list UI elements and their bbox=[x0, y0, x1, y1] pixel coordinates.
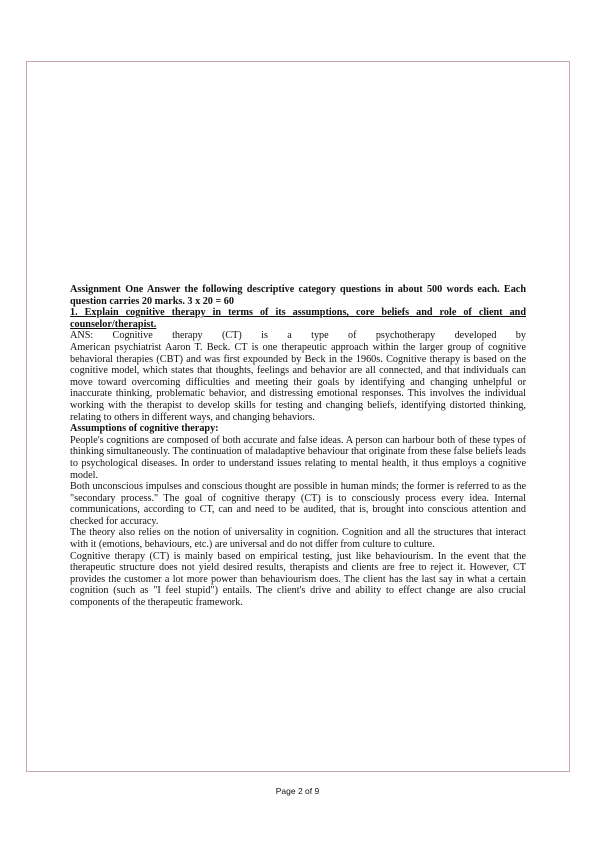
answer-paragraph: American psychiatrist Aaron T. Beck. CT is one therapeutic approach within the larger group of cognitive behavioral therapies (CBT) and was first expounded by Beck in the 1960s. Cognitive therapy is based on the cognitive model, which states that thoughts, feelings and behavior are all connected, and that individuals can move toward overcoming difficulties and meeting their goals by identifying and changing unhelpful or inaccurate thinking, problematic behavior, and distressing emotional responses. This involves the individual working with the therapist to develop skills for testing and changing beliefs, identifying distorted thinking, relating to others in different ways, and changing behaviors. bbox=[70, 341, 526, 423]
answer-first-line: ANS: Cognitive therapy (CT) is a type of psychotherapy developed by bbox=[70, 330, 526, 342]
assumptions-paragraph-3: The theory also relies on the notion of universality in cognition. Cognition and all the structures that interact with it (emotions, behaviours, etc.) are universal and do not differ from culture to culture. bbox=[70, 527, 526, 551]
assumptions-paragraph-1: People's cognitions are composed of both accurate and false ideas. A person can harbour both of these types of thinking simultaneously. The continuation of maladaptive behaviour that originate from these false beliefs leads to psychological diseases. In order to understand issues relating to mental health, it thus employs a cognitive model. bbox=[70, 434, 526, 481]
assumptions-heading: Assumptions of cognitive therapy: bbox=[70, 423, 219, 435]
page-number: Page 2 of 9 bbox=[275, 786, 320, 796]
question-1-heading: 1. Explain cognitive therapy in terms of its assumptions, core beliefs and role of client and counselor/therapist. bbox=[70, 307, 526, 330]
assignment-title: Assignment One Answer the following descriptive category questions in about 500 words each. Each question carries 20 marks. 3 x 20 = 60 bbox=[70, 284, 526, 307]
assumptions-paragraph-2: Both unconscious impulses and conscious thought are possible in human minds; the former is referred to as the "secondary process." The goal of cognitive therapy (CT) is to consciously process every idea. Internal communications, according to CT, can and need to be audited, that is, brought into conscious attention and checked for accuracy. bbox=[70, 481, 526, 527]
assumptions-paragraph-4: Cognitive therapy (CT) is mainly based on empirical testing, just like behaviourism. In the event that the therapeutic structure does not yield desired results, therapists and clients are free to reject it. However, CT provides the customer a lot more power than behaviourism does. The client has the last say in what a certain cognition (such as "I feel stupid") entails. The client's drive and ability to effect change are also crucial components of the therapeutic framework. bbox=[70, 550, 526, 609]
document-body bbox=[70, 284, 526, 609]
